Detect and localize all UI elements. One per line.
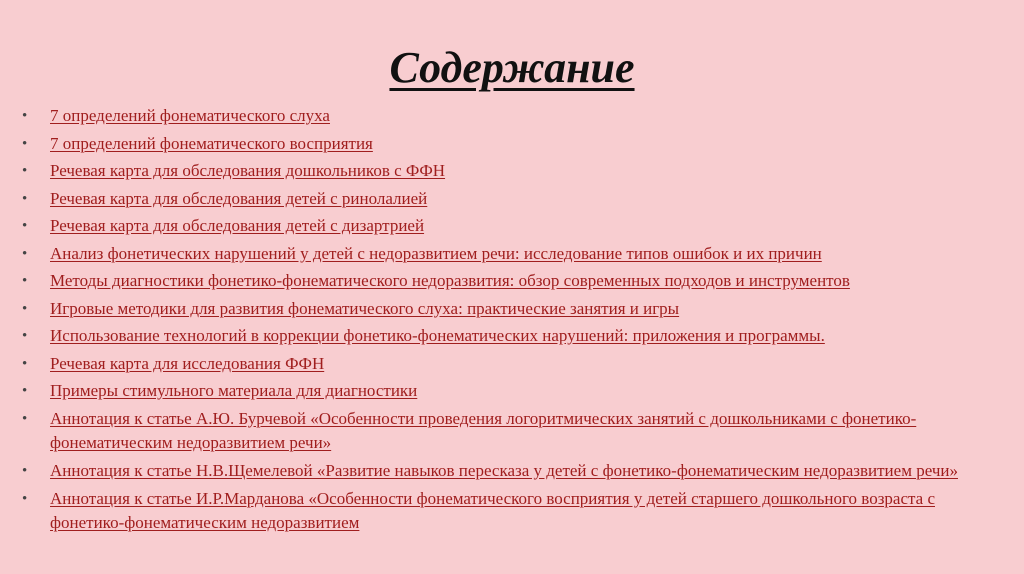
list-item <box>22 132 982 156</box>
toc-link[interactable]: Игровые методики для развития фонематического слуха: практические занятия и игры <box>50 298 680 318</box>
toc-link[interactable]: Использование технологий в коррекции фонетико-фонематических нарушений: приложения и программы. <box>50 326 825 345</box>
page-title <box>0 40 1024 96</box>
toc-link[interactable]: Аннотация к статье Н.В.Щемелевой «Развитие навыков пересказа у детей с фонетико-фонематическим недоразвитием речи» <box>50 460 958 480</box>
page-title-text: Содержание <box>389 43 635 92</box>
list-item <box>22 459 982 483</box>
toc-link[interactable]: Примеры стимульного материала для диагностики <box>50 381 418 400</box>
list-item <box>22 159 982 183</box>
list-item <box>22 487 982 535</box>
table-of-contents <box>22 104 982 539</box>
toc-link[interactable]: Анализ фонетических нарушений у детей с недоразвитием речи: исследование типов ошибок и их причин <box>50 243 822 263</box>
list-item <box>22 324 982 348</box>
list-item <box>22 104 982 128</box>
toc-link[interactable]: Речевая карта для обследования детей с дизартрией <box>50 216 425 235</box>
list-item <box>22 407 982 455</box>
toc-link[interactable]: Речевая карта для обследования детей с ринолалией <box>50 188 428 208</box>
toc-link[interactable]: Методы диагностики фонетико-фонематического недоразвития: обзор современных подходов и инструментов <box>50 271 850 290</box>
toc-link[interactable]: 7 определений фонематического восприятия <box>50 133 373 153</box>
toc-link[interactable]: Речевая карта для исследования ФФН <box>50 353 325 373</box>
toc-link[interactable]: Речевая карта для обследования дошкольников с ФФН <box>50 161 446 180</box>
toc-link[interactable]: Аннотация к статье А.Ю. Бурчевой «Особенности проведения логоритмических занятий с дошкольниками с фонетико-фонематическим недоразвитием речи» <box>50 408 917 452</box>
list-item <box>22 242 982 266</box>
list-item <box>22 379 982 403</box>
list-item <box>22 187 982 211</box>
list-item <box>22 352 982 376</box>
toc-link[interactable]: Аннотация к статье И.Р.Марданова «Особенности фонематического восприятия у детей старшего дошкольного возраста с фонетико-фонематическим недоразвитием <box>50 488 935 532</box>
list-item <box>22 214 982 238</box>
toc-link[interactable]: 7 определений фонематического слуха <box>50 106 330 125</box>
list-item <box>22 269 982 293</box>
list-item <box>22 297 982 321</box>
